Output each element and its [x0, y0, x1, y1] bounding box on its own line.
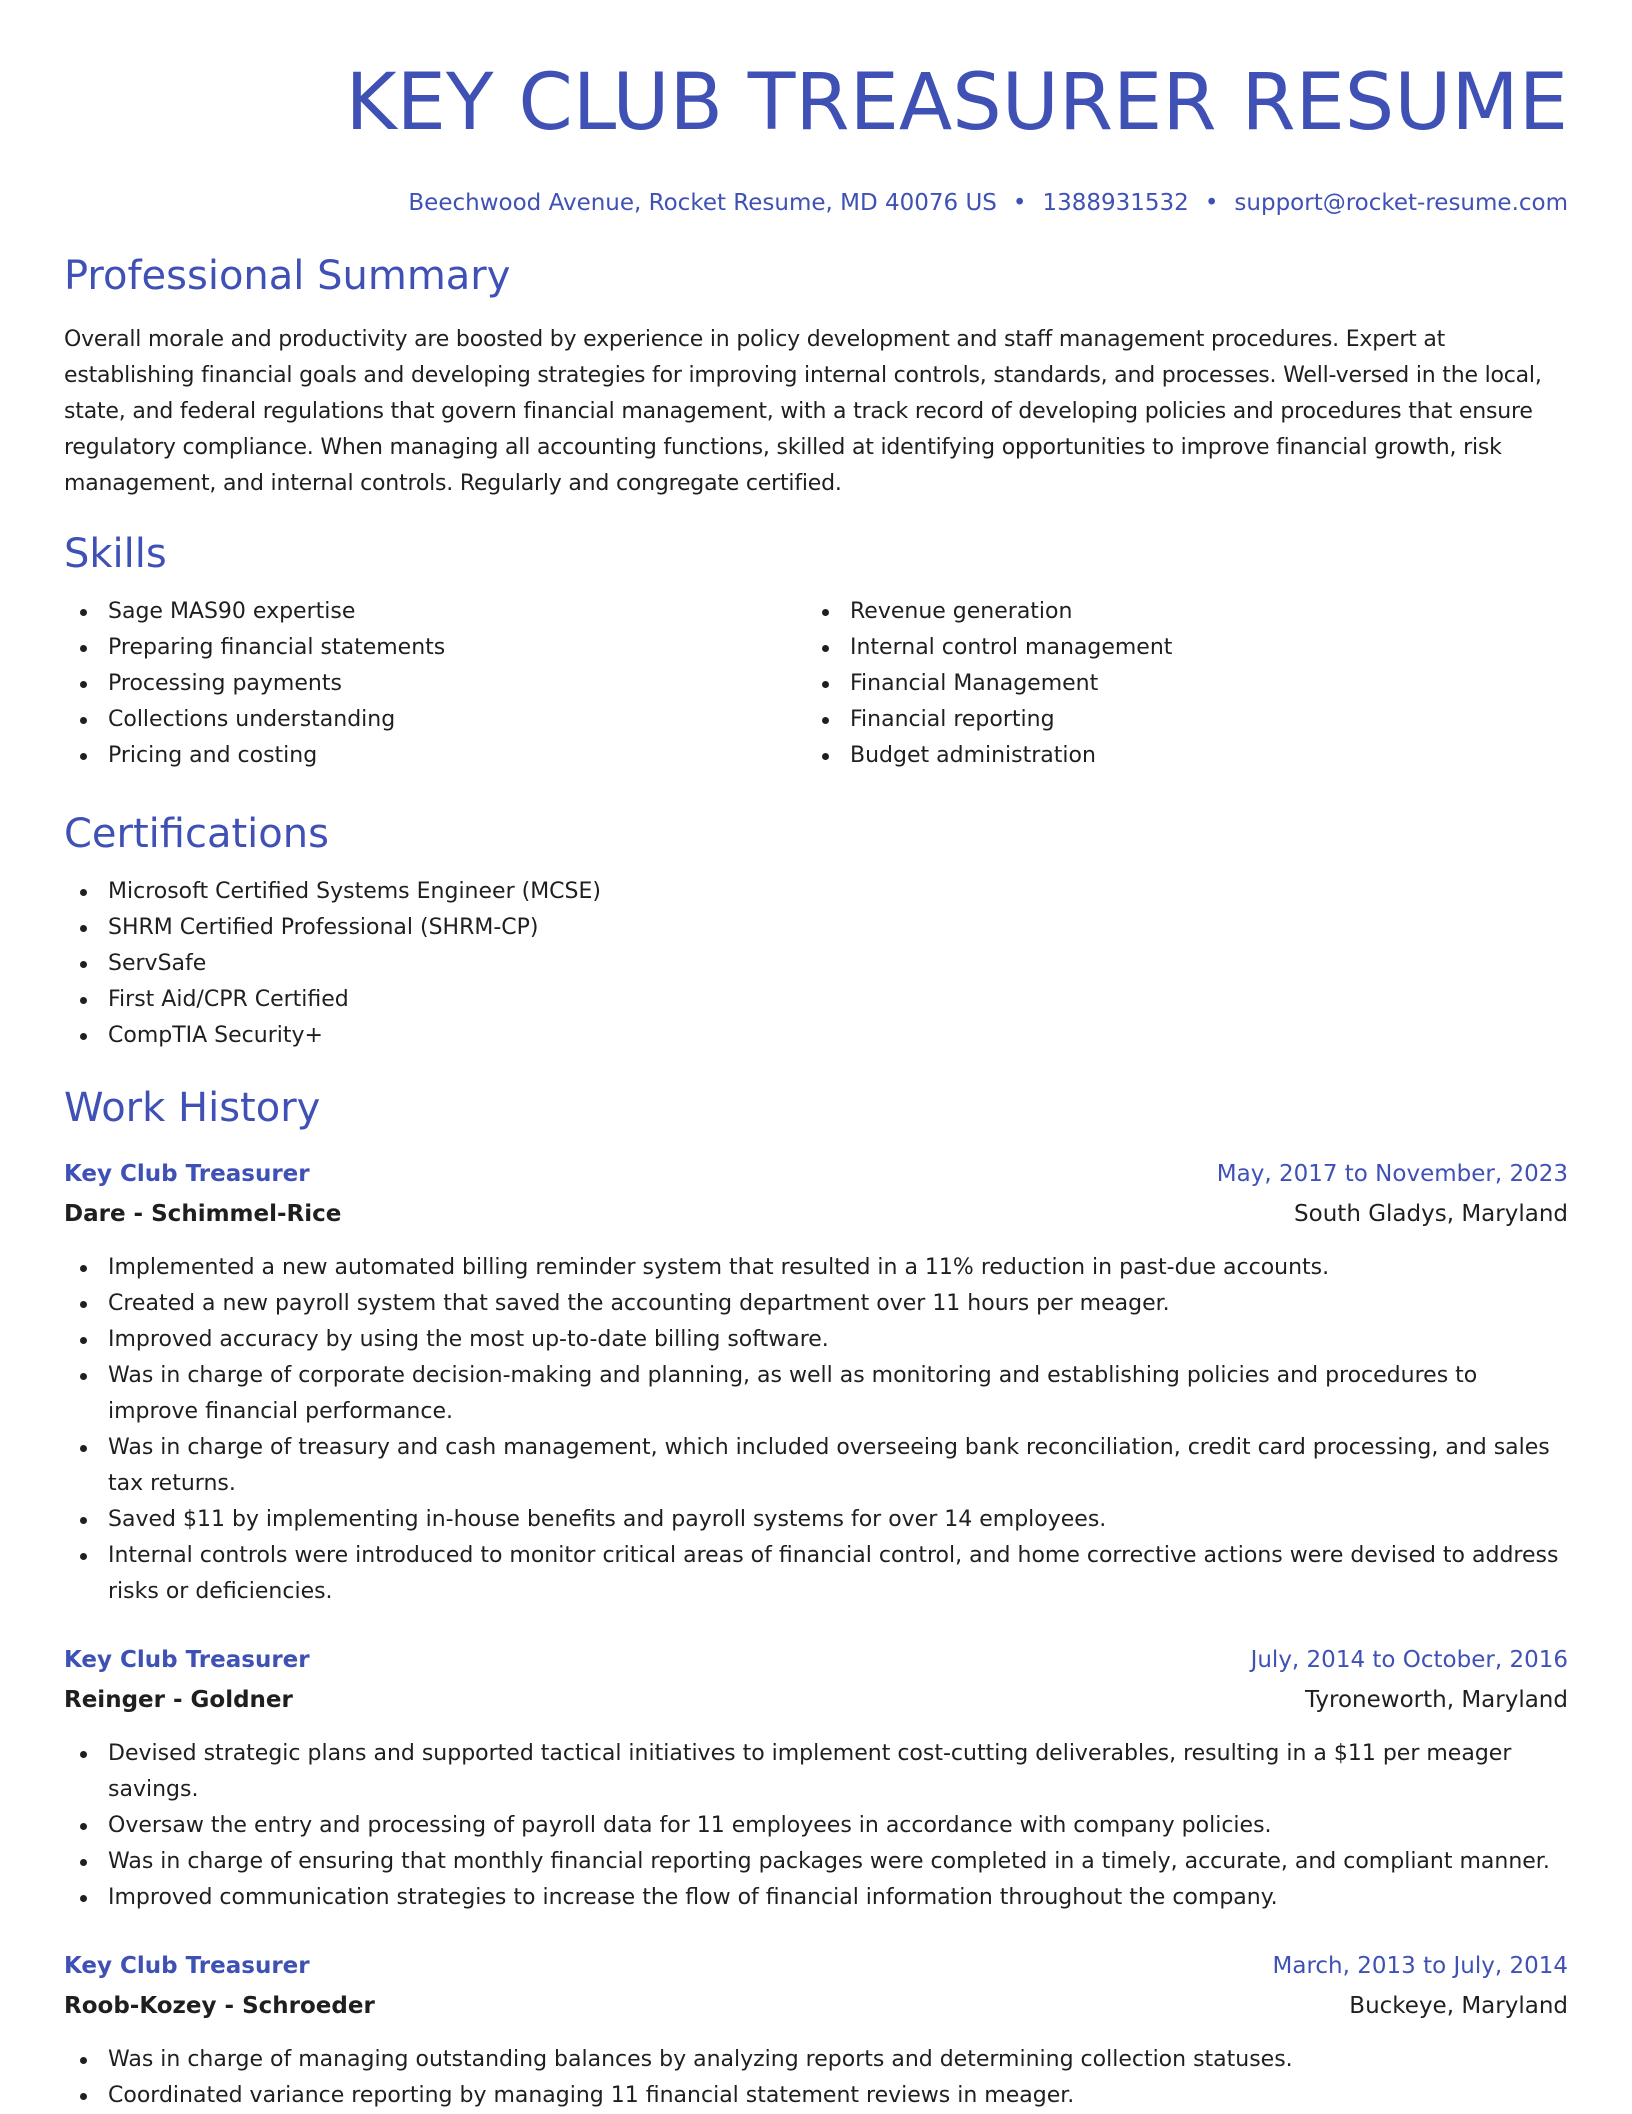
job-bullet: Implemented a new automated billing reminder system that resulted in a 11% reduction in past-due accounts. [64, 1250, 1568, 1286]
certification-item: First Aid/CPR Certified [64, 982, 1568, 1018]
certification-item: CompTIA Security+ [64, 1018, 1568, 1054]
skill-item: Revenue generation [806, 594, 1548, 630]
job-header-row [64, 1158, 1568, 1190]
job-bullet: Was in charge of managing outstanding balances by analyzing reports and determining collection statuses. [64, 2042, 1568, 2078]
job-header-row [64, 1950, 1568, 1982]
summary-text: Overall morale and productivity are boosted by experience in policy development and staff management procedures. Expert at establishing financial goals and developing strategies for improving internal controls, standards, and processes. Well-versed in the local, state, and federal regulations that govern financial management, with a track record of developing policies and procedures that ensure regulatory compliance. When managing all accounting functions, skilled at identifying opportunities to improve financial growth, risk management, and internal controls. Regularly and congregate certified. [64, 327, 1542, 496]
certification-item: SHRM Certified Professional (SHRM-CP) [64, 910, 1568, 946]
job-location: South Gladys, Maryland [1294, 1201, 1568, 1227]
skill-item: Financial Management [806, 666, 1548, 702]
work-history-heading: Work History [64, 1085, 321, 1131]
job-bullet: Was in charge of ensuring that monthly financial reporting packages were completed in a timely, accurate, and compliant manner. [64, 1844, 1568, 1880]
job-bullet: Was in charge of treasury and cash management, which included overseeing bank reconciliation, credit card processing, and sales tax returns. [64, 1430, 1568, 1502]
job-bullet: Coordinated variance reporting by managing 11 financial statement reviews in meager. [64, 2078, 1568, 2114]
job-title: Key Club Treasurer [64, 1161, 310, 1187]
job-employer-row [64, 1684, 1568, 1716]
skill-item: Internal control management [806, 630, 1548, 666]
skills-heading: Skills [64, 531, 167, 577]
job-bullet: Saved $11 by implementing in-house benefits and payroll systems for over 14 employees. [64, 1502, 1568, 1538]
job-employer-row [64, 1198, 1568, 1230]
job-bullet: Created a new payroll system that saved the accounting department over 11 hours per meager. [64, 1286, 1568, 1322]
resume-page [64, 0, 1568, 2114]
skill-item: Preparing financial statements [64, 630, 806, 666]
job-location: Tyroneworth, Maryland [1304, 1687, 1568, 1713]
contact-phone: 1388931532 [1042, 190, 1189, 216]
skills-column-left [64, 594, 806, 774]
job-bullets [64, 2042, 1568, 2114]
job-bullet: Internal controls were introduced to monitor critical areas of financial control, and home corrective actions were devised to address risks or deficiencies. [64, 1538, 1568, 1610]
job-location: Buckeye, Maryland [1349, 1993, 1568, 2019]
contact-address: Beechwood Avenue, Rocket Resume, MD 40076 US [408, 190, 997, 216]
skills-columns [64, 594, 1568, 774]
job-bullet: Improved communication strategies to increase the flow of financial information throughout the company. [64, 1880, 1568, 1916]
job-entry [64, 1158, 1568, 1610]
job-company: Roob-Kozey - Schroeder [64, 1993, 375, 2019]
job-title: Key Club Treasurer [64, 1647, 310, 1673]
summary-heading: Professional Summary [64, 253, 511, 299]
resume-title: KEY CLUB TREASURER RESUME [345, 58, 1568, 148]
job-bullet: Was in charge of corporate decision-making and planning, as well as monitoring and establishing policies and procedures to improve financial performance. [64, 1358, 1568, 1430]
contact-separator: • [1012, 190, 1027, 216]
job-entry [64, 1950, 1568, 2114]
job-bullet: Improved accuracy by using the most up-to-date billing software. [64, 1322, 1568, 1358]
job-bullet: Oversaw the entry and processing of payroll data for 11 employees in accordance with company policies. [64, 1808, 1568, 1844]
job-header-row [64, 1644, 1568, 1676]
skill-item: Processing payments [64, 666, 806, 702]
skill-item: Financial reporting [806, 702, 1548, 738]
certifications-list [64, 874, 1568, 1054]
job-title: Key Club Treasurer [64, 1953, 310, 1979]
contact-line [64, 188, 1568, 218]
skill-item: Sage MAS90 expertise [64, 594, 806, 630]
skill-item: Pricing and costing [64, 738, 806, 774]
job-dates: July, 2014 to October, 2016 [1250, 1647, 1568, 1673]
skill-item: Budget administration [806, 738, 1548, 774]
contact-separator: • [1204, 190, 1219, 216]
job-bullets [64, 1250, 1568, 1610]
certification-item: Microsoft Certified Systems Engineer (MCSE) [64, 874, 1568, 910]
certifications-heading: Certifications [64, 811, 329, 857]
job-company: Dare - Schimmel-Rice [64, 1201, 342, 1227]
skills-list-right [806, 594, 1548, 774]
certification-item: ServSafe [64, 946, 1568, 982]
job-dates: May, 2017 to November, 2023 [1216, 1161, 1568, 1187]
job-bullets [64, 1736, 1568, 1916]
job-entry [64, 1644, 1568, 1916]
job-dates: March, 2013 to July, 2014 [1272, 1953, 1568, 1979]
job-employer-row [64, 1990, 1568, 2022]
skill-item: Collections understanding [64, 702, 806, 738]
contact-email: support@rocket-resume.com [1234, 190, 1568, 216]
skills-column-right [806, 594, 1548, 774]
job-bullet: Devised strategic plans and supported tactical initiatives to implement cost-cutting deliverables, resulting in a $11 per meager savings. [64, 1736, 1568, 1808]
job-company: Reinger - Goldner [64, 1687, 293, 1713]
skills-list-left [64, 594, 806, 774]
